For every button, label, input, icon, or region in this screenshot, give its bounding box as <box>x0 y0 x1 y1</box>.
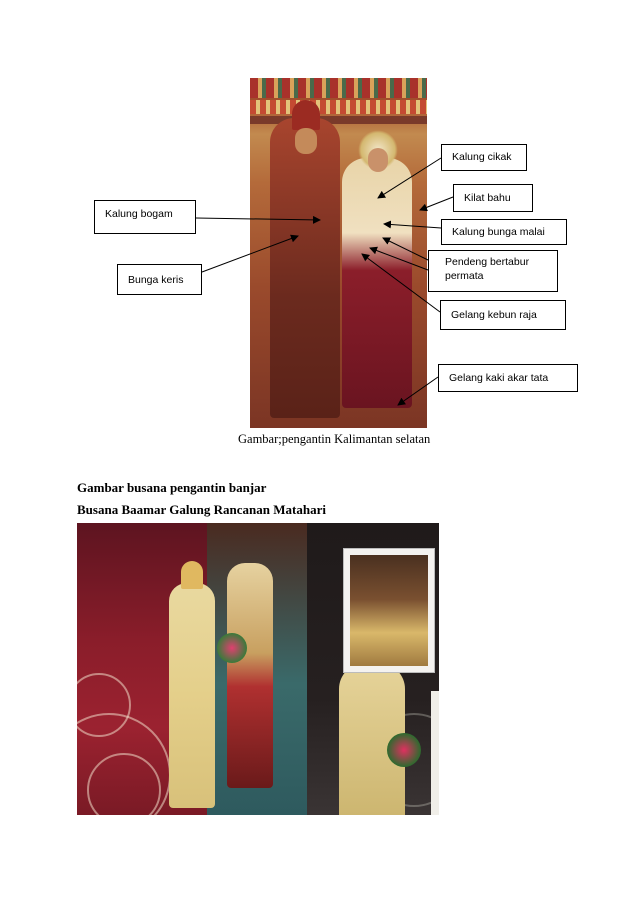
spread-inset-photo <box>350 555 428 666</box>
spread-bride-figure <box>227 563 273 788</box>
label-kalung-bogam <box>94 200 196 234</box>
label-kilat-bahu <box>453 184 533 212</box>
label-gelang-kaki-akar-tata <box>438 364 578 392</box>
label-bunga-keris-text: Bunga keris <box>128 274 184 286</box>
label-pendeng-line2: permata <box>445 270 484 282</box>
spread-groom-headdress <box>181 561 203 589</box>
label-gelang-kebun-raja <box>440 300 566 330</box>
heading-gambar-busana: Gambar busana pengantin banjar <box>77 480 267 495</box>
spread-bouquet <box>217 633 247 663</box>
label-gelang-kebun-raja-text: Gelang kebun raja <box>451 309 537 321</box>
label-kalung-cikak-text: Kalung cikak <box>452 151 512 163</box>
label-kalung-bogam-text: Kalung bogam <box>105 208 173 220</box>
label-bunga-keris <box>117 264 202 295</box>
spread-bouquet2 <box>387 733 421 767</box>
label-kalung-cikak <box>441 144 527 171</box>
spread-groom-figure <box>169 583 215 808</box>
photo-caption: Gambar;pengantin Kalimantan selatan <box>238 432 431 446</box>
label-kalung-bunga-malai <box>441 219 567 245</box>
heading-busana-baamar: Busana Baamar Galung Rancanan Matahari <box>77 502 326 517</box>
label-gelang-kaki-akar-tata-text: Gelang kaki akar tata <box>449 372 549 384</box>
label-kalung-bunga-malai-text: Kalung bunga malai <box>452 226 545 238</box>
spread-inset-photo-frame <box>343 548 435 673</box>
spread-left-page <box>77 523 307 815</box>
label-pendeng-bertabur <box>428 250 558 292</box>
label-kilat-bahu-text: Kilat bahu <box>464 192 511 204</box>
magazine-spread-photo <box>77 523 439 815</box>
label-pendeng-line1: Pendeng bertabur <box>445 256 530 268</box>
